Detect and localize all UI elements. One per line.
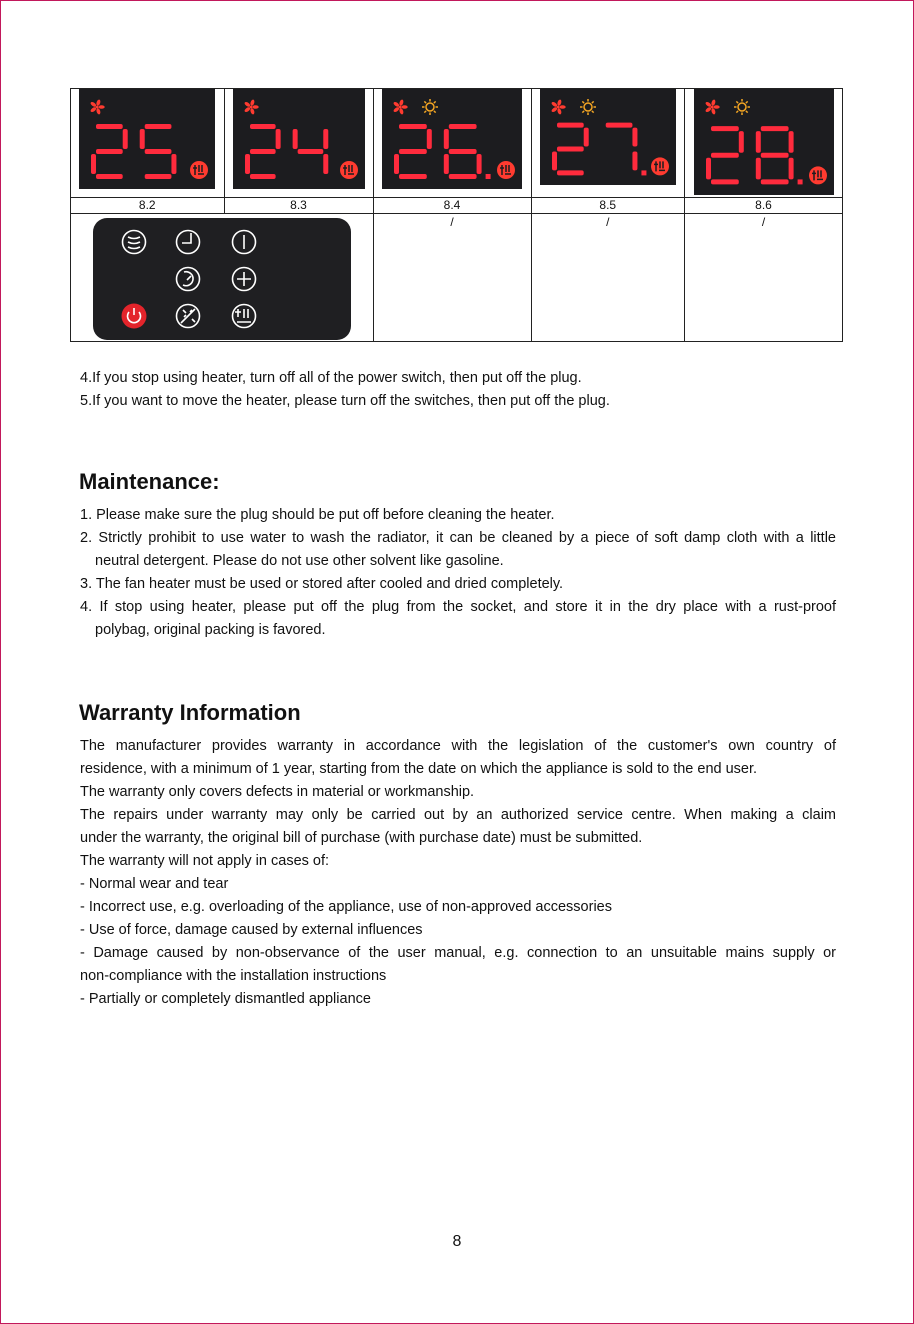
led-segment-a [605,123,632,128]
led-display-8-3 [233,89,365,189]
control-cell-3 [373,214,531,342]
led-segment-d [145,174,172,179]
led-dot [486,174,491,179]
led-segment-d [250,174,276,179]
control-cell-5 [685,214,843,342]
display-cell-2 [224,89,373,198]
led-segment-b [583,128,588,147]
warranty-line: non-compliance with the installation instructions [80,968,387,984]
display-figure-table [70,88,843,342]
led-segment-d [449,174,477,179]
fan-icon [550,99,565,115]
led-segment-b [323,129,328,149]
led-segment-f [140,129,145,149]
sun-icon [580,99,596,115]
led-segment-g [399,149,427,154]
led-segment-f [292,129,297,149]
led-dot [797,179,802,184]
maintenance-item-4-continued: polybag, original packing is favored. [95,622,326,638]
usage-note: 4.If you stop using heater, turn off all of the power switch, then put off the plug. [80,370,582,386]
led-segment-a [399,124,427,129]
warranty-line: residence, with a minimum of 1 year, starting from the date on which the appliance is sold to the end user. [80,761,758,777]
led-segment-e [755,158,760,180]
control-panel-cell [71,214,374,342]
child-lock-icon [497,161,515,179]
captions-row [71,198,843,214]
led-segment-d [557,170,584,175]
caption-8-4: 8.4 [373,198,531,214]
slash-mark: / [606,215,610,230]
led-display-8-2 [79,89,215,189]
warranty-line: The warranty will not apply in cases of: [80,853,330,869]
fan-icon [90,99,105,115]
led-segment-g [96,149,123,154]
led-display-8-4 [382,89,522,189]
display-images-row [71,89,843,198]
maintenance-item-4: 4. If stop using heater, please put off the plug from the socket, and store it in the dry place with a rust-proof [80,599,836,615]
control-panel-row [71,214,843,342]
display-cell-5 [685,89,843,198]
led-segment-d [711,179,739,184]
led-segment-b [632,128,637,147]
warranty-line: - Use of force, damage caused by external influences [80,922,423,938]
warranty-text [80,735,836,1011]
sun-icon [734,99,750,115]
led-segment-e [91,154,96,174]
slash-mark: / [450,215,454,230]
led-segment-a [145,124,172,129]
led-segment-b [275,129,280,149]
led-segment-f [755,131,760,153]
maintenance-item-3: 3. The fan heater must be used or stored after cooled and dried completely. [80,576,564,592]
led-segment-d [96,174,123,179]
warranty-line: under the warranty, the original bill of purchase (with purchase date) must be submitted. [80,830,643,846]
maintenance-item-1: 1. Please make sure the plug should be put off before cleaning the heater. [80,507,555,523]
led-segment-f [444,129,449,149]
slash-mark: / [761,215,766,230]
fan-icon [243,99,258,115]
led-segment-c [323,154,328,174]
led-segment-g [449,149,477,154]
maintenance-item-2: 2. Strictly prohibit to use water to wash the radiator, it can be cleaned by a piece of soft damp cloth with a little [80,530,836,546]
usage-notes [80,367,610,413]
fan-icon [393,99,408,115]
led-segment-a [760,126,788,131]
child-lock-icon [651,157,669,175]
led-segment-g [250,149,276,154]
display-cell-4 [531,89,685,198]
warranty-line: - Partially or completely dismantled appliance [80,991,371,1007]
warranty-line: The repairs under warranty may only be carried out by an authorized service centre. When making a claim [80,807,836,823]
warranty-line: - Incorrect use, e.g. overloading of the appliance, use of non-approved accessories [80,899,612,915]
warranty-line: - Normal wear and tear [80,876,229,892]
led-display-8-5 [540,89,676,185]
led-segment-a [449,124,477,129]
led-dot [641,170,646,175]
display-cell-3 [373,89,531,198]
led-segment-g [145,149,172,154]
led-segment-a [557,123,584,128]
sun-icon [422,99,438,115]
control-panel [93,218,351,340]
usage-note: 5.If you want to move the heater, please turn off the switches, then put off the plug. [80,393,610,409]
child-lock-icon [190,161,208,179]
caption-8-2: 8.2 [71,198,225,214]
caption-8-6: 8.6 [685,198,843,214]
led-segment-e [394,154,399,174]
child-lock-icon [340,161,358,179]
led-segment-d [399,174,427,179]
led-segment-a [96,124,123,129]
caption-8-3: 8.3 [224,198,373,214]
standby-button[interactable] [121,304,146,329]
led-segment-b [738,131,743,153]
led-segment-c [632,152,637,171]
display-cell-1 [71,89,225,198]
child-lock-icon [809,166,827,184]
led-segment-e [444,154,449,174]
led-segment-g [711,153,739,158]
fan-icon [704,99,719,115]
led-segment-a [250,124,276,129]
led-segment-b [788,131,793,153]
maintenance-list [80,504,836,642]
led-segment-c [477,154,482,174]
maintenance-heading: Maintenance: [79,469,220,494]
caption-8-5: 8.5 [531,198,685,214]
page-number: 8 [452,1233,462,1250]
led-segment-g [557,147,584,152]
led-segment-e [245,154,250,174]
led-segment-c [172,154,177,174]
led-segment-g [297,149,323,154]
warranty-line: The manufacturer provides warranty in accordance with the legislation of the customer's own country of [80,738,836,754]
control-cell-4 [531,214,685,342]
led-segment-b [123,129,128,149]
led-segment-c [788,158,793,180]
led-display-8-6 [694,89,834,195]
warranty-line: - Damage caused by non-observance of the user manual, e.g. connection to an unsuitable mains supply or [80,945,836,961]
led-segment-b [427,129,432,149]
led-segment-d [760,179,788,184]
led-segment-a [711,126,739,131]
led-segment-g [760,153,788,158]
led-segment-e [706,158,711,180]
warranty-heading: Warranty Information [79,700,301,725]
maintenance-item-2-continued: neutral detergent. Please do not use other solvent like gasoline. [95,553,504,569]
led-segment-e [552,152,557,171]
warranty-line: The warranty only covers defects in material or workmanship. [80,784,475,800]
